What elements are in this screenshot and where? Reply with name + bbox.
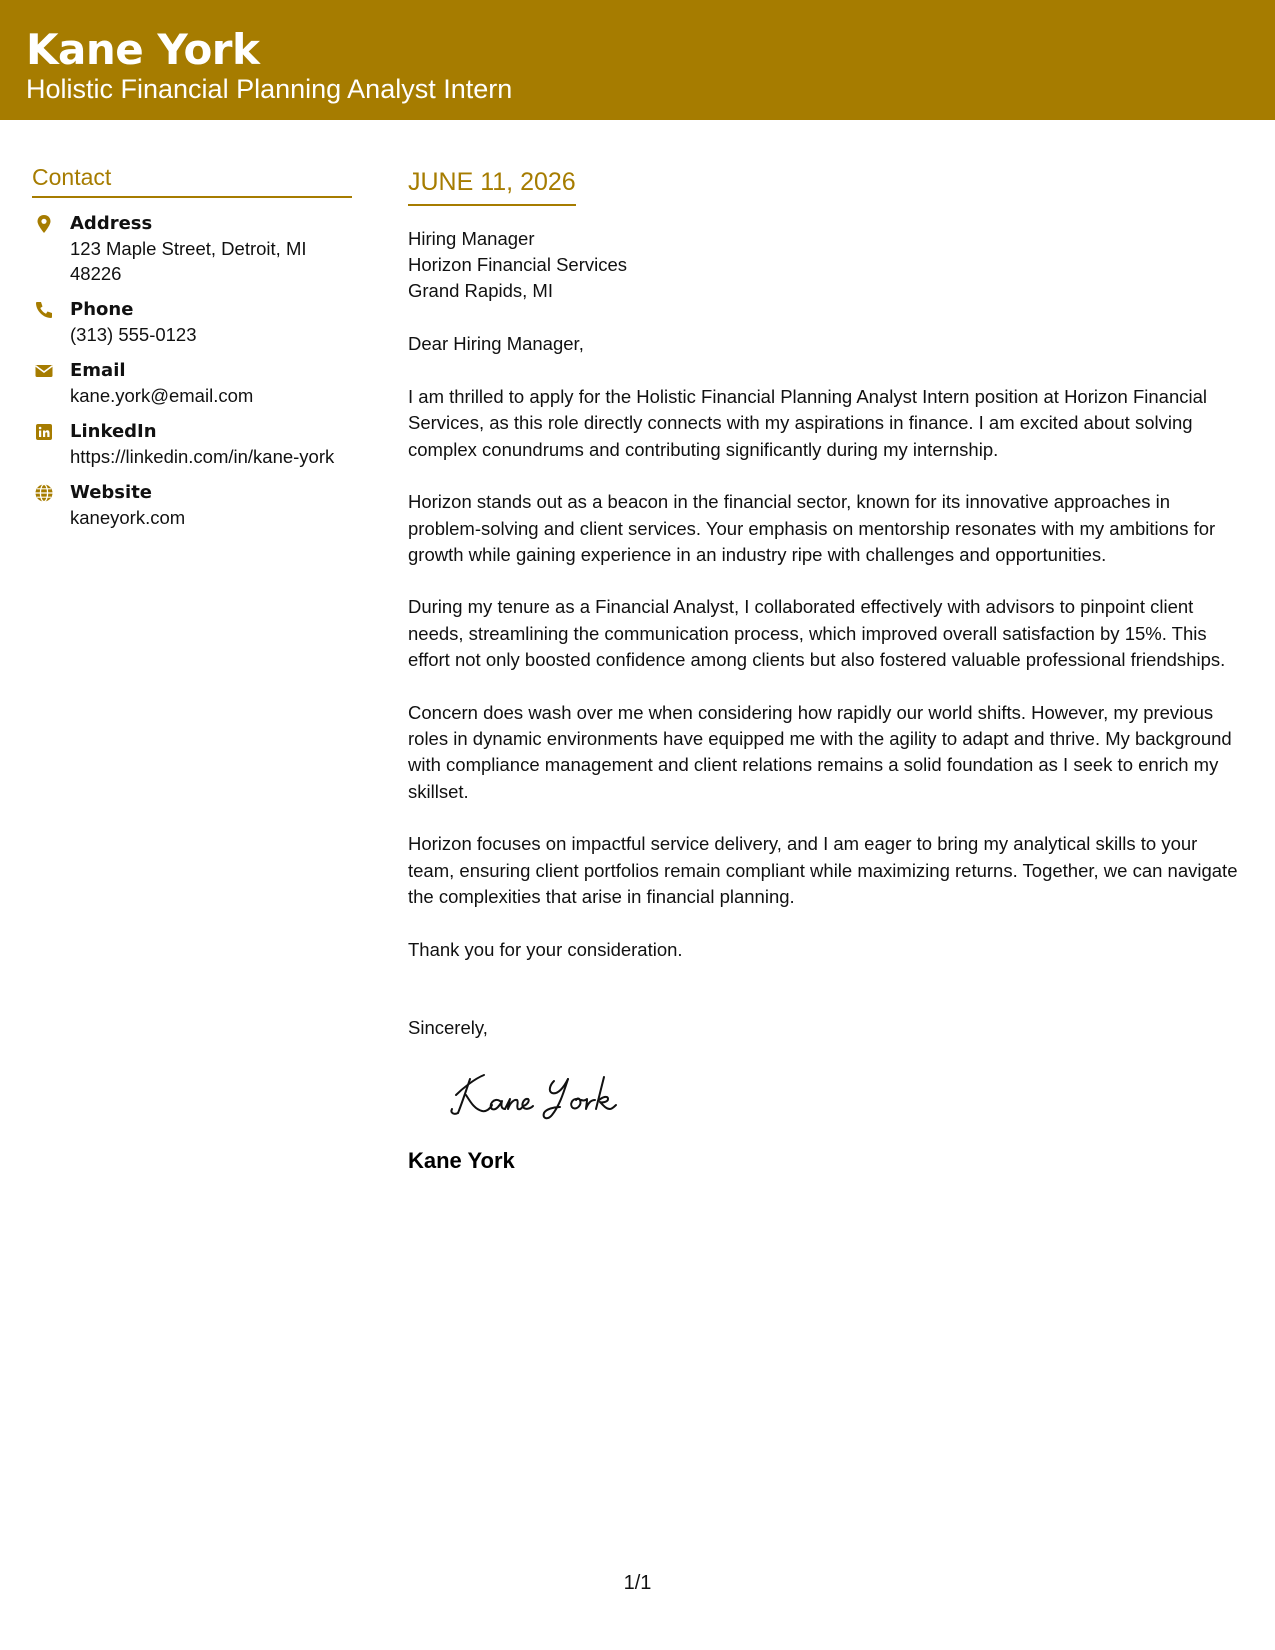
letter-paragraph: Horizon stands out as a beacon in the financial sector, known for its innovative approaches in problem-solving and client services. Your emphasis on mentorship resonates with my ambitions for growth while gaining experience in an industry ripe with challenges and opportunities. bbox=[408, 491, 1216, 566]
applicant-title: Holistic Financial Planning Analyst Intern bbox=[26, 74, 513, 104]
linkedin-icon bbox=[34, 422, 54, 442]
contact-label: Phone bbox=[70, 299, 134, 320]
contact-value: 123 Maple Street, Detroit, MI 48226 bbox=[70, 238, 307, 284]
contact-value: kane.york@email.com bbox=[70, 385, 254, 406]
contact-label: LinkedIn bbox=[70, 421, 157, 442]
letter-paragraph: During my tenure as a Financial Analyst, I collaborated effectively with advisors to pinpoint client needs, streamlining the communication process, which improved overall satisfaction by 15%. This effort not only boosted confidence among clients but also fostered valuable professional friendships. bbox=[408, 596, 1226, 671]
map-pin-icon bbox=[34, 214, 54, 234]
letter-date: JUNE 11, 2026 bbox=[408, 166, 576, 206]
signer-name: Kane York bbox=[408, 1147, 515, 1173]
signoff: Sincerely, bbox=[408, 1016, 488, 1038]
contact-label: Email bbox=[70, 360, 126, 381]
contact-email bbox=[32, 359, 352, 408]
letter-paragraph: I am thrilled to apply for the Holistic Financial Planning Analyst Intern position at Horizon Financial Services, as this role directly connects with my aspirations in finance. I am excited about solving complex conundrums and contributing significantly during my internship. bbox=[408, 386, 1207, 460]
contact-label: Address bbox=[70, 213, 153, 234]
recipient-block bbox=[408, 226, 1248, 304]
recipient-line: Horizon Financial Services bbox=[408, 254, 628, 275]
letter-paragraph: Horizon focuses on impactful service delivery, and I am eager to bring my analytical skills to your team, ensuring client portfolios remain compliant while maximizing returns. Together, we can navigate the complexities that arise in financial planning. bbox=[408, 833, 1238, 908]
letter-body bbox=[408, 166, 1248, 1175]
contact-phone bbox=[32, 298, 352, 347]
header-banner bbox=[0, 0, 1275, 120]
salutation: Dear Hiring Manager, bbox=[408, 333, 584, 354]
contact-value[interactable]: kaneyork.com bbox=[70, 507, 186, 528]
contact-website bbox=[32, 481, 352, 530]
contact-sidebar bbox=[32, 162, 352, 542]
applicant-name: Kane York bbox=[26, 25, 260, 74]
contact-value[interactable]: https://linkedin.com/in/kane-york bbox=[70, 446, 335, 467]
recipient-line: Grand Rapids, MI bbox=[408, 280, 553, 301]
globe-icon bbox=[34, 483, 54, 503]
recipient-line: Hiring Manager bbox=[408, 228, 535, 249]
contact-address bbox=[32, 212, 352, 286]
contact-linkedin bbox=[32, 420, 352, 469]
envelope-icon bbox=[34, 361, 54, 381]
contact-value: (313) 555-0123 bbox=[70, 324, 197, 345]
contact-label: Website bbox=[70, 482, 153, 503]
closing-thanks: Thank you for your consideration. bbox=[408, 938, 683, 960]
page-number: 1/1 bbox=[623, 1572, 652, 1594]
handwritten-signature bbox=[448, 1065, 648, 1125]
contact-heading: Contact bbox=[32, 162, 352, 198]
phone-icon bbox=[34, 300, 54, 320]
letter-paragraph: Concern does wash over me when considering how rapidly our world shifts. However, my previous roles in dynamic environments have equipped me with the agility to adapt and thrive. My background with compliance management and client relations remains a solid foundation as I seek to enrich my skillset. bbox=[408, 701, 1232, 802]
